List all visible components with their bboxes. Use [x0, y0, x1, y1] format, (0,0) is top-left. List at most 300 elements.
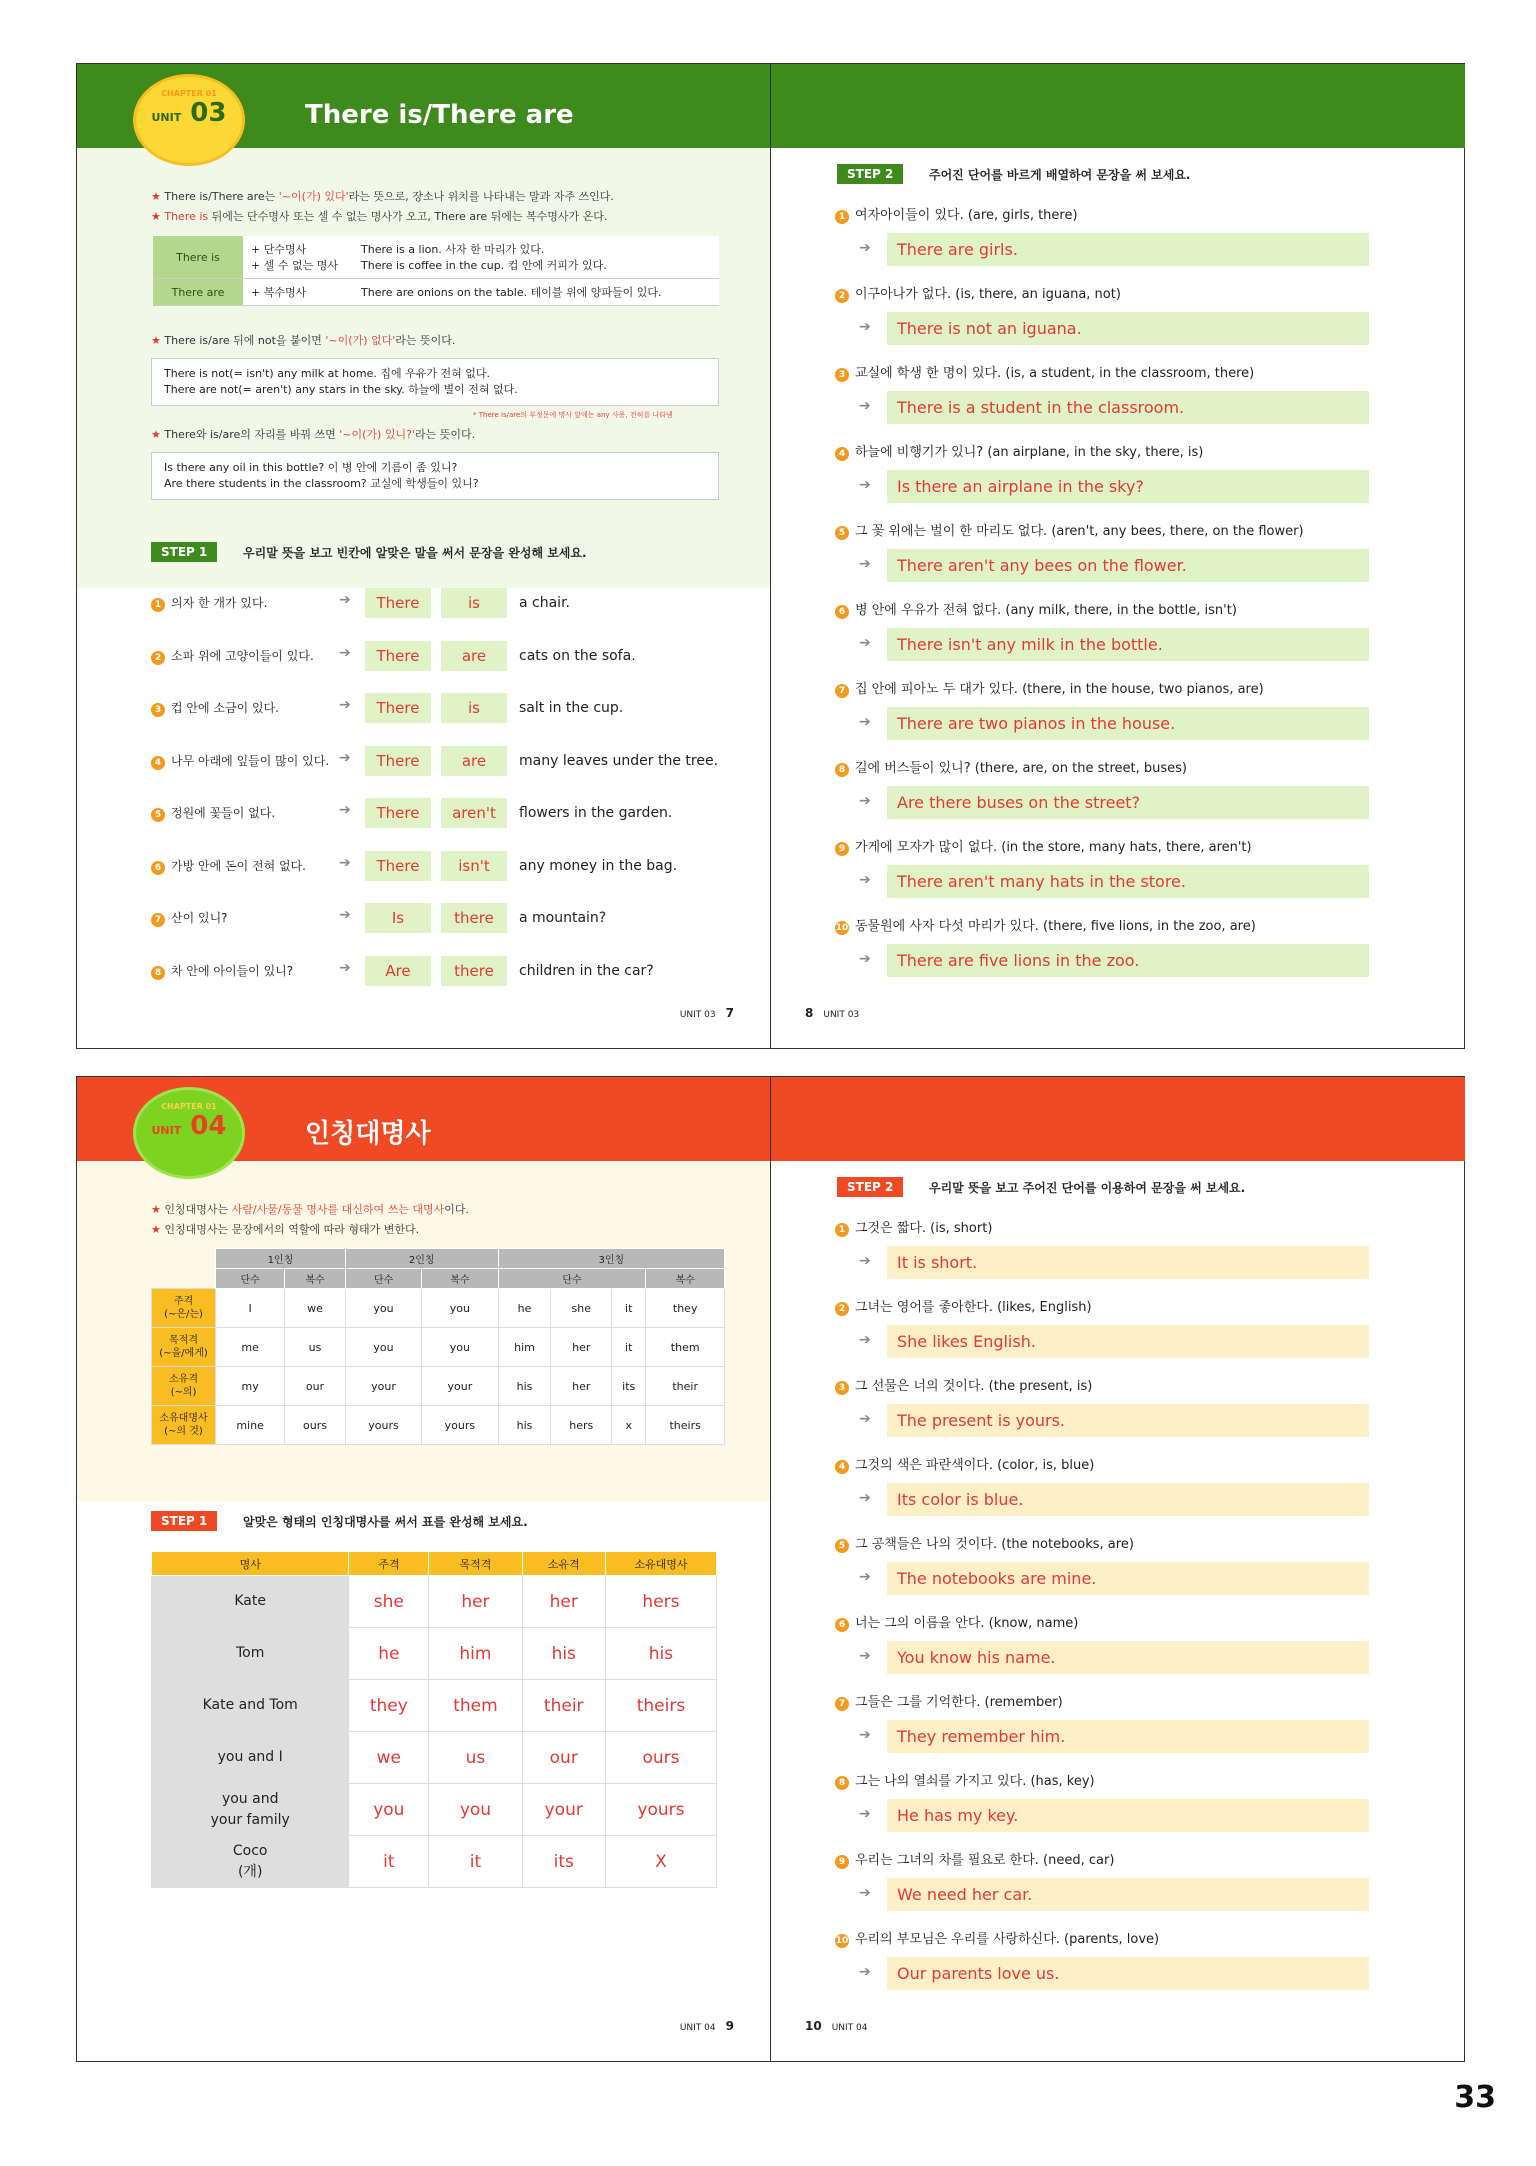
answer-blank[interactable]: There: [365, 693, 431, 723]
question-text: 우리는 그녀의 차를 필요로 한다. (need, car): [855, 1853, 1115, 1868]
item-number: 9: [835, 1855, 849, 1869]
table-row: [153, 236, 719, 279]
unit-badge: [133, 1087, 245, 1179]
answer-blank[interactable]: are: [441, 746, 507, 776]
answer-blank[interactable]: Are: [365, 956, 431, 986]
step2-tag: STEP 2: [837, 1177, 903, 1197]
table-example: There are onions on the table. 테이블 위에 양파들이 있다.: [353, 279, 719, 306]
noun-cell: you and I: [152, 1732, 349, 1784]
question: [835, 1928, 1395, 1948]
table-cell: their: [646, 1367, 725, 1406]
arrow-icon: ➔: [339, 907, 351, 923]
question-text: 집 안에 피아노 두 대가 있다. (there, in the house, two pianos, are): [855, 682, 1264, 697]
korean-text: 가방 안에 돈이 전혀 없다.: [171, 858, 306, 873]
table-cell: it: [612, 1289, 646, 1328]
arrow-icon: ➔: [859, 1727, 871, 1743]
step1-item: [151, 851, 741, 881]
answer-cell[interactable]: us: [429, 1732, 522, 1784]
table-label: There is: [153, 236, 243, 279]
table-cell: he: [498, 1289, 551, 1328]
arrow-icon: ➔: [859, 556, 871, 572]
page-footer: UNIT 03 7: [679, 1006, 734, 1020]
answer-cell[interactable]: his: [522, 1628, 605, 1680]
answer-line[interactable]: He has my key.: [887, 1799, 1369, 1832]
item-number: 4: [151, 756, 165, 770]
question: [835, 362, 1395, 382]
question: [835, 1296, 1395, 1316]
answer-line[interactable]: There are two pianos in the house.: [887, 707, 1369, 740]
page-8: [771, 64, 1465, 1048]
table-row: [152, 1328, 725, 1367]
table-cell: x: [612, 1406, 646, 1445]
item-number: 1: [835, 210, 849, 224]
step2-item: [835, 915, 1395, 970]
step1-item: [151, 588, 741, 618]
step1-item: [151, 956, 741, 986]
table-cell: our: [285, 1367, 346, 1406]
page-7: [77, 64, 771, 1048]
sentence-tail: cats on the sofa.: [519, 647, 636, 664]
step1-item: [151, 693, 741, 723]
table-cell: his: [498, 1367, 551, 1406]
table-cell: yours: [422, 1406, 498, 1445]
arrow-icon: ➔: [859, 398, 871, 414]
question: [835, 1533, 1395, 1553]
table-cell: us: [285, 1328, 346, 1367]
question-text: 그들은 그를 기억한다. (remember): [855, 1695, 1063, 1710]
header-band: [771, 1077, 1465, 1161]
question: [835, 441, 1395, 461]
header-band: [771, 64, 1465, 148]
spread-unit-03: [76, 63, 1465, 1049]
answer-cell[interactable]: their: [522, 1680, 605, 1732]
answer-blank[interactable]: There: [365, 851, 431, 881]
answer-cell[interactable]: ours: [605, 1732, 716, 1784]
question: [835, 520, 1395, 540]
answer-blank[interactable]: aren't: [441, 798, 507, 828]
question: [835, 1849, 1395, 1869]
unit-badge: [133, 74, 245, 166]
question: [835, 1217, 1395, 1237]
question: [835, 1454, 1395, 1474]
question-text: 그 공책들은 나의 것이다. (the notebooks, are): [855, 1537, 1134, 1552]
item-number: 3: [151, 703, 165, 717]
question-text: 우리의 부모님은 우리를 사랑하신다. (parents, love): [855, 1932, 1160, 1947]
arrow-icon: ➔: [859, 1648, 871, 1664]
answer-line[interactable]: There aren't any bees on the flower.: [887, 549, 1369, 582]
column-header: 소유격: [522, 1552, 605, 1576]
column-header: 주격: [349, 1552, 429, 1576]
answer-line[interactable]: You know his name.: [887, 1641, 1369, 1674]
arrow-icon: ➔: [339, 749, 351, 766]
question-text: 그는 나의 열쇠를 가지고 있다. (has, key): [855, 1774, 1095, 1789]
pronoun-table: [151, 1248, 725, 1445]
answer-cell[interactable]: she: [349, 1576, 429, 1628]
sub-header: 복수: [646, 1269, 725, 1289]
arrow-icon: ➔: [859, 1806, 871, 1822]
answer-blank[interactable]: there: [441, 956, 507, 986]
answer-blank[interactable]: isn't: [441, 851, 507, 881]
question-text: 그것은 짧다. (is, short): [855, 1221, 993, 1236]
step2-item: [835, 1691, 1395, 1746]
step2-item: [835, 362, 1395, 417]
page-10: [771, 1077, 1465, 2061]
korean-prompt: [151, 804, 275, 822]
korean-prompt: [151, 909, 228, 927]
item-number: 2: [835, 289, 849, 303]
item-number: 3: [835, 368, 849, 382]
item-number: 7: [835, 1697, 849, 1711]
item-number: 6: [835, 1618, 849, 1632]
answer-cell[interactable]: you: [349, 1784, 429, 1836]
answer-cell[interactable]: hers: [605, 1576, 716, 1628]
question-text: 길에 버스들이 있니? (there, are, on the street, buses): [855, 761, 1187, 776]
arrow-icon: ➔: [859, 1332, 871, 1348]
answer-blank[interactable]: is: [441, 588, 507, 618]
group-header: 1인칭: [216, 1249, 346, 1269]
table-cell: theirs: [646, 1406, 725, 1445]
column-header: 명사: [152, 1552, 349, 1576]
answer-cell[interactable]: they: [349, 1680, 429, 1732]
answer-cell[interactable]: her: [429, 1576, 522, 1628]
step1-item: [151, 641, 741, 671]
answer-cell[interactable]: him: [429, 1628, 522, 1680]
arrow-icon: ➔: [859, 714, 871, 730]
arrow-icon: ➔: [339, 854, 351, 871]
sub-header: 단수: [216, 1269, 285, 1289]
answer-cell[interactable]: yours: [605, 1784, 716, 1836]
chapter-label: CHAPTER 01: [161, 1102, 217, 1111]
table-cell: hers: [551, 1406, 612, 1445]
answer-line[interactable]: Is there an airplane in the sky?: [887, 470, 1369, 503]
answer-line[interactable]: There are five lions in the zoo.: [887, 944, 1369, 977]
item-number: 7: [151, 913, 165, 927]
question-text: 하늘에 비행기가 있니? (an airplane, in the sky, there, is): [855, 445, 1204, 460]
korean-text: 컵 안에 소금이 있다.: [171, 701, 279, 715]
page-footer: 10 UNIT 04: [805, 2019, 868, 2033]
question: [835, 1612, 1395, 1632]
answer-cell[interactable]: them: [429, 1680, 522, 1732]
item-number: 9: [835, 842, 849, 856]
answer-blank[interactable]: There: [365, 641, 431, 671]
step2-instruction: 우리말 뜻을 보고 주어진 단어를 이용하여 문장을 써 보세요.: [929, 1181, 1246, 1195]
answer-blank[interactable]: is: [441, 693, 507, 723]
sub-header: 단수: [345, 1269, 421, 1289]
answer-line[interactable]: The present is yours.: [887, 1404, 1369, 1437]
answer-line[interactable]: There isn't any milk in the bottle.: [887, 628, 1369, 661]
table-cell: ours: [285, 1406, 346, 1445]
answer-blank[interactable]: there: [441, 903, 507, 933]
item-number: 5: [835, 526, 849, 540]
exercise-table: [151, 1551, 717, 1888]
step2-item: [835, 1612, 1395, 1667]
arrow-icon: ➔: [859, 1964, 871, 1980]
table-cell: yours: [345, 1406, 421, 1445]
question: [835, 915, 1395, 935]
step2-item: [835, 1375, 1395, 1430]
sentence-tail: a mountain?: [519, 910, 607, 926]
step2-item: [835, 441, 1395, 496]
table-cell: him: [498, 1328, 551, 1367]
question-text: 이구아나가 없다. (is, there, an iguana, not): [855, 287, 1121, 302]
answer-line[interactable]: There are girls.: [887, 233, 1369, 266]
sub-header: 복수: [422, 1269, 498, 1289]
table-cell: them: [646, 1328, 725, 1367]
item-number: 10: [835, 923, 849, 933]
korean-text: 의자 한 개가 있다.: [171, 596, 268, 610]
table-cell: I: [216, 1289, 285, 1328]
step2-item: [835, 599, 1395, 654]
table-row: [152, 1784, 717, 1836]
step2-item: [835, 1928, 1395, 1983]
korean-prompt: [151, 752, 329, 770]
step2-item: [835, 520, 1395, 575]
example-box: Is there any oil in this bottle? 이 병 안에 기름이 좀 있니? Are there students in the classroom? 교실에 학생들이 있니?: [151, 452, 719, 500]
grammar-note: ★ There와 is/are의 자리를 바꿔 쓰면 '~이(가) 있니?'라는 뜻이다.: [151, 428, 476, 441]
grammar-note: ★ There is 뒤에는 단수명사 또는 셀 수 없는 명사가 오고, There are 뒤에는 복수명사가 온다.: [151, 210, 608, 223]
sub-header: 복수: [285, 1269, 346, 1289]
grammar-note: ★ There is/There are는 '~이(가) 있다'라는 뜻으로, 장소나 위치를 나타내는 말과 자주 쓰인다.: [151, 190, 614, 203]
question: [835, 678, 1395, 698]
table-cell: we: [285, 1289, 346, 1328]
answer-cell[interactable]: its: [522, 1836, 605, 1888]
arrow-icon: ➔: [859, 1885, 871, 1901]
arrow-icon: ➔: [339, 644, 351, 661]
answer-line[interactable]: There is a student in the classroom.: [887, 391, 1369, 424]
item-number: 4: [835, 447, 849, 461]
item-number: 6: [835, 605, 849, 619]
noun-cell: Kate and Tom: [152, 1680, 349, 1732]
sentence-tail: many leaves under the tree.: [519, 752, 719, 769]
question-text: 병 안에 우유가 전혀 없다. (any milk, there, in the bottle, isn't): [855, 603, 1237, 618]
step2-item: [835, 757, 1395, 812]
arrow-icon: ➔: [859, 240, 871, 256]
step2-tag: STEP 2: [837, 164, 903, 184]
table-row: [152, 1628, 717, 1680]
table-cell: you: [422, 1289, 498, 1328]
step2-item: [835, 1849, 1395, 1904]
korean-text: 산이 있니?: [171, 911, 228, 925]
step1-item: [151, 746, 741, 776]
grammar-table: [153, 236, 719, 306]
answer-line[interactable]: The notebooks are mine.: [887, 1562, 1369, 1595]
step2-item: [835, 1770, 1395, 1825]
answer-cell[interactable]: theirs: [605, 1680, 716, 1732]
arrow-icon: ➔: [339, 592, 351, 608]
step1-tag: STEP 1: [151, 542, 217, 562]
noun-cell: you and your family: [152, 1784, 349, 1836]
arrow-icon: ➔: [859, 1490, 871, 1506]
question: [835, 1770, 1395, 1790]
answer-line[interactable]: She likes English.: [887, 1325, 1369, 1358]
question-text: 그녀는 영어를 좋아한다. (likes, English): [855, 1300, 1092, 1315]
table-cell: her: [551, 1367, 612, 1406]
answer-blank[interactable]: There: [365, 798, 431, 828]
step2-item: [835, 204, 1395, 259]
table-cell: your: [422, 1367, 498, 1406]
table-cell: your: [345, 1367, 421, 1406]
korean-text: 나무 아래에 잎들이 많이 있다.: [171, 753, 330, 768]
item-number: 8: [835, 1776, 849, 1790]
answer-cell[interactable]: it: [349, 1836, 429, 1888]
table-cell: me: [216, 1328, 285, 1367]
table-row: [152, 1406, 725, 1445]
step2-item: [835, 283, 1395, 338]
sentence-tail: salt in the cup.: [519, 700, 624, 716]
grammar-note: ★ There is/are 뒤에 not을 붙이면 '~이(가) 없다'라는 뜻이다.: [151, 334, 456, 347]
table-cell: + 단수명사 + 셀 수 없는 명사: [243, 236, 353, 279]
table-cell: his: [498, 1406, 551, 1445]
group-header: 2인칭: [345, 1249, 498, 1269]
step1-tag: STEP 1: [151, 1511, 217, 1531]
table-row: [153, 279, 719, 306]
column-header: 목적격: [429, 1552, 522, 1576]
column-header: 소유대명사: [605, 1552, 716, 1576]
row-header: 소유격 (~의): [152, 1367, 216, 1406]
table-row: [152, 1289, 725, 1328]
question: [835, 599, 1395, 619]
arrow-icon: ➔: [859, 1569, 871, 1585]
question-text: 그 선물은 너의 것이다. (the present, is): [855, 1379, 1093, 1394]
answer-line[interactable]: Its color is blue.: [887, 1483, 1369, 1516]
step2-item: [835, 1296, 1395, 1351]
answer-cell[interactable]: his: [605, 1628, 716, 1680]
item-number: 4: [835, 1460, 849, 1474]
table-cell: you: [345, 1289, 421, 1328]
page-footer: 8 UNIT 03: [805, 1006, 860, 1020]
spread-unit-04: [76, 1076, 1465, 2062]
table-label: There are: [153, 279, 243, 306]
arrow-icon: ➔: [859, 1411, 871, 1427]
step1-item: [151, 798, 741, 828]
noun-cell: Tom: [152, 1628, 349, 1680]
arrow-icon: ➔: [859, 1253, 871, 1269]
korean-text: 차 안에 아이들이 있니?: [171, 963, 294, 978]
question: [835, 1691, 1395, 1711]
table-row: [152, 1576, 717, 1628]
table-cell: her: [551, 1328, 612, 1367]
answer-line[interactable]: It is short.: [887, 1246, 1369, 1279]
arrow-icon: ➔: [859, 951, 871, 967]
sentence-tail: any money in the bag.: [519, 857, 678, 874]
question-text: 동물원에 사자 다섯 마리가 있다. (there, five lions, in the zoo, are): [855, 919, 1256, 934]
korean-prompt: [151, 962, 293, 980]
korean-prompt: [151, 594, 267, 612]
item-number: 1: [151, 598, 165, 612]
arrow-icon: ➔: [859, 872, 871, 888]
answer-cell[interactable]: it: [429, 1836, 522, 1888]
question-text: 교실에 학생 한 명이 있다. (is, a student, in the classroom, there): [855, 366, 1255, 381]
arrow-icon: ➔: [339, 802, 351, 818]
noun-cell: Kate: [152, 1576, 349, 1628]
row-header: 목적격 (~을/에게): [152, 1328, 216, 1367]
question: [835, 283, 1395, 303]
table-example: There is a lion. 사자 한 마리가 있다. There is coffee in the cup. 컵 안에 커피가 있다.: [353, 236, 719, 279]
table-row: [152, 1367, 725, 1406]
question-text: 너는 그의 이름을 안다. (know, name): [855, 1616, 1079, 1631]
answer-cell[interactable]: our: [522, 1732, 605, 1784]
step1-instruction: 우리말 뜻을 보고 빈칸에 알맞은 말을 써서 문장을 완성해 보세요.: [243, 546, 587, 560]
item-number: 10: [835, 1936, 849, 1946]
step1-item: [151, 903, 741, 933]
korean-prompt: [151, 857, 306, 875]
page-number: 33: [1454, 2080, 1496, 2115]
group-header: 3인칭: [498, 1249, 724, 1269]
answer-cell[interactable]: your: [522, 1784, 605, 1836]
noun-cell: Coco (개): [152, 1836, 349, 1888]
question-text: 그것의 색은 파란색이다. (color, is, blue): [855, 1458, 1095, 1473]
question-text: 가게에 모자가 많이 없다. (in the store, many hats, there, aren't): [855, 840, 1252, 855]
arrow-icon: ➔: [859, 477, 871, 493]
item-number: 8: [835, 763, 849, 777]
question: [835, 836, 1395, 856]
answer-line[interactable]: Our parents love us.: [887, 1957, 1369, 1990]
page-footer: UNIT 04 9: [679, 2019, 734, 2033]
table-cell: + 복수명사: [243, 279, 353, 306]
answer-cell[interactable]: you: [429, 1784, 522, 1836]
arrow-icon: ➔: [339, 959, 351, 976]
arrow-icon: ➔: [859, 635, 871, 651]
table-cell: it: [612, 1328, 646, 1367]
step2-instruction: 주어진 단어를 바르게 배열하여 문장을 써 보세요.: [929, 168, 1191, 182]
arrow-icon: ➔: [859, 793, 871, 809]
answer-cell[interactable]: we: [349, 1732, 429, 1784]
answer-cell[interactable]: her: [522, 1576, 605, 1628]
item-number: 2: [835, 1302, 849, 1316]
answer-line[interactable]: We need her car.: [887, 1878, 1369, 1911]
answer-blank[interactable]: are: [441, 641, 507, 671]
table-row: [152, 1836, 717, 1888]
tiny-note: * There is/are의 부정문에 명사 앞에는 any 사용, 전혀를 나타냄: [473, 411, 673, 419]
table-cell: they: [646, 1289, 725, 1328]
answer-cell[interactable]: he: [349, 1628, 429, 1680]
answer-line[interactable]: Are there buses on the street?: [887, 786, 1369, 819]
example-box: There is not(= isn't) any milk at home. 집에 우유가 전혀 없다. There are not(= aren't) any stars in the sky. 하늘에 별이 전혀 없다.: [151, 358, 719, 406]
korean-prompt: [151, 647, 314, 665]
table-cell: its: [612, 1367, 646, 1406]
answer-blank[interactable]: There: [365, 746, 431, 776]
table-cell: you: [345, 1328, 421, 1367]
chapter-label: CHAPTER 01: [161, 89, 217, 98]
answer-line[interactable]: There aren't many hats in the store.: [887, 865, 1369, 898]
item-number: 5: [151, 808, 165, 822]
arrow-icon: ➔: [339, 697, 351, 713]
table-cell: you: [422, 1328, 498, 1367]
unit-title: 인칭대명사: [305, 1119, 431, 1149]
answer-blank[interactable]: There: [365, 588, 431, 618]
row-header: 주격 (~은/는): [152, 1289, 216, 1328]
step2-item: [835, 1533, 1395, 1588]
item-number: 3: [835, 1381, 849, 1395]
answer-line[interactable]: They remember him.: [887, 1720, 1369, 1753]
korean-prompt: [151, 699, 279, 717]
answer-line[interactable]: There is not an iguana.: [887, 312, 1369, 345]
sentence-tail: flowers in the garden.: [519, 805, 673, 821]
unit-title: There is/There are: [305, 100, 574, 130]
answer-cell[interactable]: X: [605, 1836, 716, 1888]
item-number: 7: [835, 684, 849, 698]
table-cell: my: [216, 1367, 285, 1406]
item-number: 8: [151, 966, 165, 980]
answer-blank[interactable]: Is: [365, 903, 431, 933]
table-row: [152, 1732, 717, 1784]
table-cell: mine: [216, 1406, 285, 1445]
question-text: 여자아이들이 있다. (are, girls, there): [855, 208, 1078, 223]
unit-number: UNIT 04: [151, 1111, 227, 1141]
item-number: 2: [151, 651, 165, 665]
row-header: 소유대명사 (~의 것): [152, 1406, 216, 1445]
question-text: 그 꽃 위에는 벌이 한 마리도 없다. (aren't, any bees, there, on the flower): [855, 524, 1304, 539]
